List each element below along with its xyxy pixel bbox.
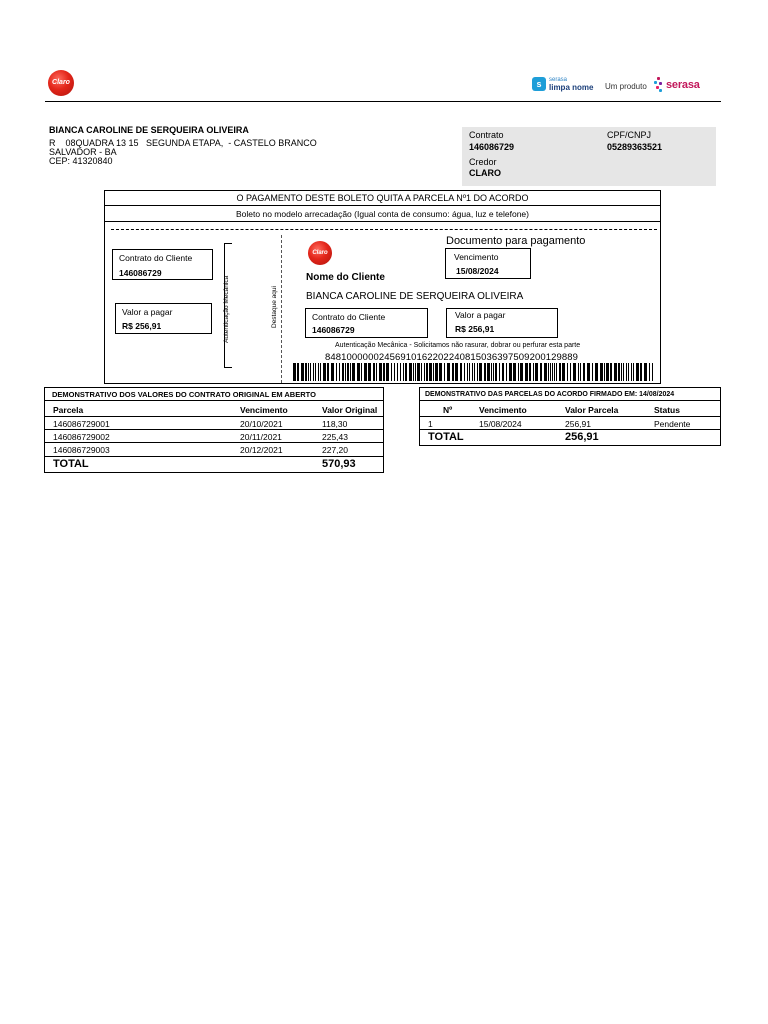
barcode-bar (386, 363, 389, 381)
barcode-bar (578, 363, 579, 381)
barcode-bar (301, 363, 304, 381)
barcode-bar (469, 363, 470, 381)
barcode-bar (592, 363, 593, 381)
col-parcela-header: Parcela (53, 405, 84, 415)
barcode-bar (487, 363, 490, 381)
barcode-bar (474, 363, 475, 381)
stub-valor-box (115, 303, 212, 334)
contrato-cliente-box (305, 308, 428, 338)
um-produto-text: Um produto (605, 82, 647, 91)
autenticacao-vertical-text: Autenticação Mecânica (223, 275, 230, 343)
barcode-bar (520, 363, 523, 381)
serasa-small-text: serasa (549, 77, 568, 83)
customer-name: BIANCA CAROLINE DE SERQUEIRA OLIVEIRA (49, 125, 249, 135)
barcode-bar (506, 363, 507, 381)
contrato-cliente-value: 146086729 (312, 325, 355, 335)
barcode-bar (364, 363, 367, 381)
vencimento-value: 15/08/2024 (456, 266, 499, 276)
valor-pagar-label: Valor a pagar (455, 310, 506, 320)
barcode-bar (649, 363, 650, 381)
serasa-dots-icon (654, 77, 664, 93)
barcode-bar (595, 363, 598, 381)
barcode-bar (587, 363, 590, 381)
barcode-bar (525, 363, 528, 381)
table-row-vencimento: 20/11/2021 (240, 432, 282, 442)
table-row-vencimento: 20/10/2021 (240, 419, 283, 429)
barcode-bar (310, 363, 311, 381)
barcode-bar (460, 363, 462, 381)
limpa-nome-text: limpa nome (549, 83, 594, 92)
credor-label: Credor (469, 157, 497, 167)
barcode-bar (415, 363, 416, 381)
barcode-bar (308, 363, 309, 381)
nome-cliente-value: BIANCA CAROLINE DE SERQUEIRA OLIVEIRA (306, 291, 524, 302)
barcode-bar (429, 363, 432, 381)
barcode-bar (421, 363, 422, 381)
contract-info-box (462, 127, 716, 186)
barcode-bar (455, 363, 458, 381)
barcode-bar (631, 363, 632, 381)
row-divider (420, 429, 720, 430)
barcode-bar (391, 363, 392, 381)
contrato-label: Contrato (469, 130, 504, 140)
serasa-square-icon: s (532, 77, 546, 91)
doc-title: Documento para pagamento (446, 235, 586, 247)
nome-cliente-label: Nome do Cliente (306, 272, 385, 283)
col-vencimento-header: Vencimento (240, 405, 288, 415)
barcode-bar (467, 363, 468, 381)
boleto-banner-quita: O PAGAMENTO DESTE BOLETO QUITA A PARCELA Nº1 DO ACORDO (105, 191, 660, 206)
barcode-bar (623, 363, 624, 381)
contrato-value: 146086729 (469, 142, 515, 152)
barcode-bar (439, 363, 442, 381)
barcode-bar (484, 363, 486, 381)
customer-address: R 08QUADRA 13 15 SEGUNDA ETAPA, - CASTELO BRANCO (49, 138, 317, 148)
row-divider (45, 456, 383, 457)
barcode-bar (559, 363, 561, 381)
auth-bracket-top (224, 243, 232, 244)
barcode-bar (357, 363, 360, 381)
barcode-bar (562, 363, 565, 381)
serasa-brand-word: serasa (666, 79, 700, 91)
barcode-bar (633, 363, 634, 381)
barcode-bar (413, 363, 414, 381)
barcode-bar (548, 363, 549, 381)
col-vencimento-header: Vencimento (479, 405, 527, 415)
barcode-bar (600, 363, 603, 381)
vencimento-box (445, 248, 531, 279)
barcode-bar (435, 363, 438, 381)
barcode-bar (405, 363, 407, 381)
table-row-vencimento: 15/08/2024 (479, 419, 522, 429)
customer-cep: CEP: 41320840 (49, 156, 113, 166)
barcode-bar (583, 363, 585, 381)
barcode-bar (318, 363, 319, 381)
barcode-bar (394, 363, 395, 381)
barcode-bar (544, 363, 547, 381)
barcode-bar (400, 363, 401, 381)
barcode-bar (580, 363, 581, 381)
stub-valor-value: R$ 256,91 (122, 321, 162, 331)
table-acordo-title: DEMONSTRATIVO DAS PARCELAS DO ACORDO FIRMADO EM: 14/08/2024 (420, 388, 720, 401)
barcode-bar (513, 363, 516, 381)
barcode-bar (342, 363, 344, 381)
barcode-bar (636, 363, 639, 381)
barcode-bar (529, 363, 531, 381)
barcode-bar (350, 363, 351, 381)
barcode-bar (535, 363, 538, 381)
barcode-bar (472, 363, 473, 381)
barcode-bar (621, 363, 622, 381)
table-row-status: Pendente (654, 419, 691, 429)
table-row-valor: 256,91 (565, 419, 591, 429)
table-parcelas-acordo (419, 387, 721, 446)
header-divider (45, 101, 721, 102)
barcode-bar (509, 363, 512, 381)
barcode-bar (320, 363, 321, 381)
barcode-bar (297, 363, 299, 381)
stub-contrato-value: 146086729 (119, 268, 162, 278)
barcode-bar (293, 363, 296, 381)
barcode-bar (626, 363, 627, 381)
table-row-parcela: 146086729002 (53, 432, 110, 442)
barcode-bar (417, 363, 420, 381)
barcode-bar (315, 363, 316, 381)
barcode-bar (433, 363, 434, 381)
barcode-bar (376, 363, 377, 381)
barcode-bar (491, 363, 492, 381)
barcode-bar (464, 363, 465, 381)
row-divider (45, 442, 383, 443)
vencimento-label: Vencimento (454, 252, 499, 262)
header-divider (45, 416, 383, 417)
barcode-bar (444, 363, 445, 381)
barcode-bar (452, 363, 454, 381)
barcode-bar (336, 363, 337, 381)
barcode-bar (426, 363, 428, 381)
barcode-bar (479, 363, 482, 381)
col-status-header: Status (654, 405, 680, 415)
barcode-bar (495, 363, 497, 381)
stub-valor-label: Valor a pagar (122, 307, 173, 317)
valor-pagar-box (446, 308, 558, 338)
barcode-bar (573, 363, 576, 381)
barcode-bar (327, 363, 329, 381)
barcode-bar (604, 363, 605, 381)
table-row-numero: 1 (428, 419, 433, 429)
claro-logo: Claro (48, 70, 74, 96)
cpf-label: CPF/CNPJ (607, 130, 652, 140)
barcode-bar (652, 363, 653, 381)
barcode-bar (502, 363, 504, 381)
row-divider (45, 429, 383, 430)
serasa-brand-logo (654, 77, 700, 93)
table-contrato-original (44, 387, 384, 473)
barcode-bar (614, 363, 617, 381)
table-row-valor: 225,43 (322, 432, 348, 442)
col-numero-header: Nº (443, 405, 453, 415)
table-row-vencimento: 20/12/2021 (240, 445, 283, 455)
barcode-bar (493, 363, 494, 381)
stub-contrato-box (112, 249, 213, 280)
barcode-bar (628, 363, 629, 381)
barcode-bar (409, 363, 412, 381)
total-value: 256,91 (565, 431, 599, 443)
table-row-parcela: 146086729001 (53, 419, 110, 429)
autenticacao-note: Autenticação Mecânica - Solicitamos não rasurar, dobrar ou perfurar esta parte (335, 342, 581, 349)
total-label: TOTAL (428, 431, 464, 443)
barcode-bar (552, 363, 553, 381)
barcode-bar (540, 363, 542, 381)
barcode (293, 363, 655, 381)
table-original-title: DEMONSTRATIVO DOS VALORES DO CONTRATO ORIGINAL EM ABERTO (45, 388, 383, 401)
barcode-bar (640, 363, 642, 381)
barcode-bar (477, 363, 478, 381)
boleto-slip (104, 190, 661, 384)
barcode-number: 84810000002456910162202240815036397509200129889 (325, 352, 579, 363)
barcode-bar (347, 363, 349, 381)
serasa-limpa-nome-logo (532, 75, 593, 93)
credor-value: CLARO (469, 168, 501, 178)
barcode-bar (345, 363, 346, 381)
barcode-bar (339, 363, 340, 381)
valor-pagar-value: R$ 256,91 (455, 324, 495, 334)
contrato-cliente-label: Contrato do Cliente (312, 312, 386, 322)
barcode-bar (403, 363, 404, 381)
barcode-bar (397, 363, 398, 381)
stub-contrato-label: Contrato do Cliente (119, 253, 193, 263)
barcode-bar (550, 363, 551, 381)
barcode-bar (352, 363, 355, 381)
barcode-bar (323, 363, 326, 381)
col-valor-original-header: Valor Original (322, 405, 378, 415)
barcode-bar (424, 363, 425, 381)
barcode-bar (556, 363, 557, 381)
barcode-bar (447, 363, 450, 381)
barcode-bar (644, 363, 647, 381)
barcode-bar (361, 363, 362, 381)
boleto-banner-modelo: Boleto no modelo arrecadação (Igual conta de consumo: água, luz e telefone) (105, 206, 660, 222)
table-row-parcela: 146086729003 (53, 445, 110, 455)
barcode-bar (618, 363, 620, 381)
cpf-value: 05289363521 (607, 142, 663, 152)
barcode-bar (610, 363, 612, 381)
barcode-bar (368, 363, 371, 381)
table-row-valor: 118,30 (322, 419, 348, 429)
cut-line-vertical (281, 235, 282, 383)
barcode-bar (554, 363, 555, 381)
barcode-bar (331, 363, 334, 381)
barcode-bar (533, 363, 534, 381)
cut-line-horizontal (111, 229, 657, 230)
destaque-vertical-text: Destaque aqui (271, 286, 278, 328)
barcode-bar (313, 363, 314, 381)
total-value: 570,93 (322, 458, 356, 470)
barcode-bar (379, 363, 382, 381)
barcode-bar (373, 363, 375, 381)
table-row-valor: 227,20 (322, 445, 348, 455)
barcode-bar (570, 363, 571, 381)
barcode-bar (305, 363, 307, 381)
header-divider (420, 416, 720, 417)
col-valor-parcela-header: Valor Parcela (565, 405, 619, 415)
barcode-bar (499, 363, 500, 381)
barcode-bar (567, 363, 568, 381)
claro-logo-small: Claro (308, 241, 332, 265)
auth-bracket-bottom (224, 367, 232, 368)
customer-city: SALVADOR - BA (49, 147, 117, 157)
barcode-bar (606, 363, 609, 381)
barcode-bar (518, 363, 519, 381)
barcode-bar (383, 363, 385, 381)
total-label: TOTAL (53, 458, 89, 470)
